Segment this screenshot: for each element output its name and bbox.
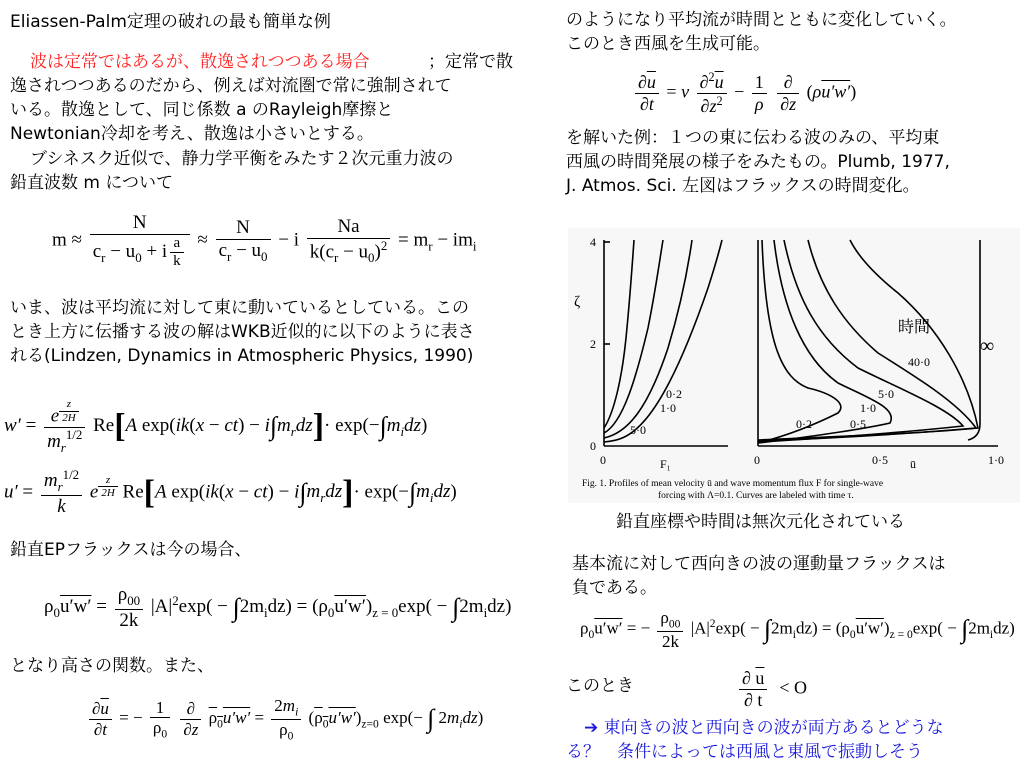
left-curve-0-2 (604, 240, 692, 438)
page-title: Eliassen-Palm定理の破れの最も簡単な例 (10, 12, 331, 32)
paragraph-4: 鉛直EPフラックスは今の場合、 (10, 540, 252, 560)
y-tick-4: 4 (590, 235, 596, 249)
paragraph-3-line-1: いま、波は平均流に対して東に動いているとしている。この (10, 298, 469, 318)
y-tick-2: 2 (590, 337, 596, 351)
y-tick-0: 0 (590, 439, 596, 453)
right-label-40-0: 40·0 (908, 355, 930, 369)
right-x-tick-0-5: 0·5 (872, 453, 888, 467)
equation-ep-flux-westward: $\rho_0u'w'$ = − $\frac{\rho_{00}}{2k}$ $|A|^2\exp( - \int 2m_idz) = (\rho_0u'w')_{z = 0}\exp( - \int 2m_idz)$ (580, 608, 1015, 651)
conclusion-line-2: る？ 条件によっては西風と東風で振動しそう (566, 742, 923, 762)
conclusion-line-1: ➔ 東向きの波と西向きの波が両方あるとどうな (584, 718, 944, 738)
equation-w-prime: w′ = e $^{\frac{z}{2H}}$ $m_r^{1/2}$ Re[A $\exp(ik(x - ct) - i\int m_rdz]\cdot \exp(-\int m_idz)$ (4, 398, 428, 455)
highlight-text: 波は定常ではあるが、散逸されつつある場合 (30, 52, 370, 72)
right-line-6: 基本流に対して西向きの波の運動量フラックスは (572, 554, 946, 574)
plumb-figure-svg (568, 228, 1020, 503)
left-x-label: F₁ (660, 457, 671, 471)
right-line-7: 負である。 (572, 578, 657, 598)
right-line-4: 西風の時間発展の様子をみたもの。Plumb, 1977, (566, 152, 950, 172)
paragraph-3-line-3: れる(Lindzen, Dynamics in Atmospheric Physics, 1990) (10, 346, 474, 366)
right-x-tick-1-0: 1·0 (988, 453, 1004, 467)
paragraph-2-line-1: ブシネスク近似で、静力学平衡をみたす２次元重力波の (30, 149, 454, 169)
right-line-5: J. Atmos. Sci. 左図はフラックスの時間変化。 (566, 176, 920, 196)
right-label-5-0: 5·0 (878, 387, 894, 401)
zeta-label: ζ (574, 294, 581, 310)
paragraph-5: となり高さの関数。また、 (10, 656, 214, 676)
left-label-0-2: 0·2 (666, 387, 682, 401)
left-x-tick-0: 0 (600, 453, 606, 467)
right-label-0-5: 0·5 (850, 417, 866, 431)
paragraph-1-line-3: いる。散逸として、同じ係数 a のRayleigh摩擦と (10, 100, 394, 120)
time-label: 時間 (898, 317, 931, 336)
paragraph-3-line-2: とき上方に伝播する波の解はWKB近似的に以下のように表さ (10, 322, 475, 342)
paragraph-1-line-2: 逸されつつあるのだから、例えば対流圏で常に強制されて (10, 76, 452, 96)
right-x-label: ū (910, 457, 916, 471)
equation-mean-flow-tendency-left: $\frac{\partial\overline{u}}{\partial t}$ = − $\frac{1}{\rho_0}$ $\frac{\partial}{\partial z}$ $\rho_0u'w'$ = $\frac{2m_i}{\rho_0}$ $(\rho_0u'w')_{z=0}$ exp(− ∫ $2m_idz$) (86, 696, 483, 742)
right-line-1: のようになり平均流が時間とともに変化していく。 (566, 10, 957, 30)
right-line-3: を解いた例：１つの東に伝わる波のみの、平均東 (566, 128, 940, 148)
right-x-tick-0: 0 (754, 453, 760, 467)
right-label-infinity: ∞ (980, 335, 995, 357)
equation-u-prime: u′ = $\frac{m_r^{1/2}}{k}$ e $^{\frac{z}{2H}}$ Re[A $\exp(ik(x - ct) - i\int m_rdz]\cdot \exp(-\int m_idz)$ (4, 467, 457, 517)
left-curve-1-0 (604, 240, 663, 433)
right-label-1-0: 1·0 (860, 401, 876, 415)
paragraph-1-line-4: Newtonian冷却を考え、散逸は小さいとする。 (10, 124, 374, 144)
equation-inequality: $\frac{\partial \overline{u}}{\partial t}$ < O (736, 668, 807, 710)
equation-ep-flux: $\rho_0u'w'$ = $\frac{\rho_{00}}{2k}$ $|A|^2\exp( - \int 2m_idz) = (\rho_0u'w')_{z = 0}\exp( - \int 2m_idz)$ (44, 584, 512, 631)
figure-caption-en: Fig. 1. Profiles of mean velocity ū and wave momentum flux F for single-wave forcing with Λ=0.1. Curves are labeled with time τ. (582, 479, 884, 501)
right-curve-0-2 (758, 240, 841, 443)
right-line-2: このとき西風を生成可能。 (566, 34, 770, 54)
equation-mean-flow-tendency-right: $\frac{\partial\overline{u}}{\partial t}$ = ν $\frac{\partial^2\overline{u}}{\partial z^2}$ − $\frac{1}{\rho}$ $\frac{\partial}{\partial z}$ (ρu′w′) (632, 70, 856, 116)
paragraph-2-line-2: 鉛直波数 m について (10, 173, 174, 193)
left-curve-5-0 (604, 240, 634, 428)
paragraph-1-line-1: ；定常で散 (428, 52, 513, 72)
plumb-figure (568, 228, 1020, 503)
equation-vertical-wavenumber: m ≈ N $c_r - u_0 + i$ $\frac{a}{k}$ ≈ $\frac{N}{c_r - u_0}$ − i $\frac{Na}{k(c_r - u_0)^2}$ = $m_r - im_i$ (52, 212, 477, 270)
left-label-1-0: 1·0 (660, 401, 676, 415)
figure-caption-jp: 鉛直座標や時間は無次元化されている (616, 512, 905, 532)
right-line-8: このとき (566, 676, 634, 696)
right-label-0-2: 0·2 (796, 417, 812, 431)
left-label-5-0: 5·0 (630, 423, 646, 437)
